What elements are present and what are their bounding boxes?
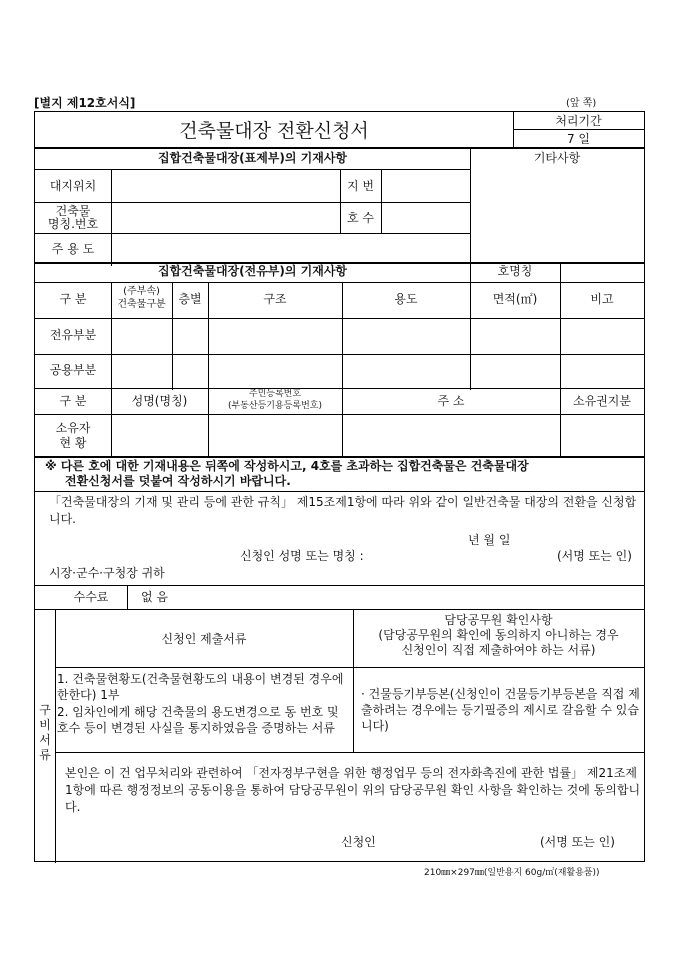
unit-name-label: 호명칭 bbox=[497, 264, 533, 278]
resident-id-header-1: 주민등록번호 bbox=[248, 389, 302, 399]
floor-header: 층별 bbox=[178, 292, 202, 306]
form-number: [별지 제12호서식] bbox=[34, 96, 136, 110]
required-documents-label: 구비서류 bbox=[39, 703, 51, 762]
fee-label: 수수료 bbox=[73, 590, 109, 604]
other-items-label: 기타사항 bbox=[533, 151, 581, 165]
official-check-document: · 건물등기부등본(신청인이 건물등기부등본을 직접 제출하려는 경우에는 등기필증의 제시로 갈음할 수 있습니다) bbox=[361, 687, 640, 733]
required-document-2: 2. 임차인에게 해당 건축물의 용도변경으로 동 번호 및 호수 등이 변경된 사실을 통지하였음을 증명하는 서류 bbox=[57, 705, 339, 735]
notice-line-2: 전환신청서를 덧붙여 작성하시기 바랍니다. bbox=[65, 474, 291, 488]
processing-period-value: 7 일 bbox=[566, 132, 591, 146]
main-use-label: 주 용 도 bbox=[51, 242, 95, 256]
main-attached-header-1: (주부속) bbox=[123, 286, 160, 297]
consent-text: 본인은 이 건 업무처리와 관련하여 「전자정부구현을 위한 행정업무 등의 전자화촉진에 관한 법률」 제21조제1항에 따른 행정정보의 공동이용을 통하여 담당공무원이 위의 담당공무원 확인 사항을 확인하는 것에 동의합니다. bbox=[65, 766, 641, 814]
exclusive-part-label: 전유부분 bbox=[49, 328, 97, 342]
official-check-title-1: 담당공무원 확인사항 bbox=[444, 613, 553, 627]
section1-title: 집합건축물대장(표제부)의 기재사항 bbox=[157, 151, 348, 165]
processing-period-label: 처리기간 bbox=[555, 114, 602, 128]
resident-id-header-2: (부동산등기용등록번호) bbox=[228, 401, 322, 411]
declaration-text: 「건축물대장의 기재 및 관리 등에 관한 규칙」 제15조제1항에 따라 위와 같이 일반건축물 대장의 전환을 신청합니다. bbox=[49, 495, 637, 526]
owner-status-label-2: 현 황 bbox=[59, 436, 87, 450]
use-header: 용도 bbox=[394, 292, 418, 306]
required-document-1: 1. 건축물현황도(건축물현황도의 내용이 변경된 경우에 한한다) 1부 bbox=[57, 672, 344, 702]
ownership-share-header: 소유권지분 bbox=[573, 394, 631, 408]
declaration-signature: (서명 또는 인) bbox=[557, 549, 632, 563]
page-side-label: (앞 쪽) bbox=[566, 98, 597, 109]
building-name-label-2: 명칭.번호 bbox=[47, 217, 99, 231]
paper-size-footer: 210㎜×297㎜(일반용지 60g/㎡(재활용품)) bbox=[424, 868, 600, 878]
declaration-applicant: 신청인 성명 또는 명칭 : bbox=[240, 549, 364, 563]
notice-line-1: ※ 다른 호에 대한 기재내용은 뒤쪽에 작성하시고, 4호를 초과하는 집합건축물은 건축물대장 bbox=[45, 459, 529, 473]
section2-title: 집합건축물대장(전유부)의 기재사항 bbox=[157, 264, 348, 278]
official-check-title-3: 신청인이 직접 제출하여야 하는 서류) bbox=[401, 643, 596, 657]
official-check-title-2: (담당공무원의 확인에 동의하지 아니하는 경우 bbox=[378, 628, 619, 642]
building-name-label-1: 건축물 bbox=[55, 204, 91, 218]
area-header: 면적(㎡) bbox=[492, 292, 538, 306]
common-part-label: 공용부분 bbox=[49, 363, 97, 377]
lot-number-label: 지 번 bbox=[347, 179, 374, 193]
addressee: 시장·군수·구청장 귀하 bbox=[49, 566, 165, 580]
unit-number-label: 호 수 bbox=[347, 211, 374, 225]
consent-signature: (서명 또는 인) bbox=[540, 835, 615, 849]
remarks-header: 비고 bbox=[590, 292, 614, 306]
owner-status-label-1: 소유자 bbox=[55, 421, 91, 435]
main-attached-header-2: 건축물구분 bbox=[117, 299, 166, 310]
declaration-date: 년 월 일 bbox=[468, 533, 511, 547]
owner-name-header: 성명(명칭) bbox=[131, 394, 188, 408]
structure-header: 구조 bbox=[263, 292, 287, 306]
applicant-documents-title: 신청인 제출서류 bbox=[161, 632, 247, 646]
fee-value: 없 음 bbox=[141, 590, 168, 604]
address-header: 주 소 bbox=[437, 394, 465, 408]
owner-division-header: 구 분 bbox=[59, 394, 87, 408]
division-header: 구 분 bbox=[59, 292, 87, 306]
site-location-label: 대지위치 bbox=[49, 179, 97, 193]
application-form bbox=[34, 111, 645, 862]
consent-applicant: 신청인 bbox=[341, 835, 376, 849]
form-title: 건축물대장 전환신청서 bbox=[179, 120, 369, 142]
